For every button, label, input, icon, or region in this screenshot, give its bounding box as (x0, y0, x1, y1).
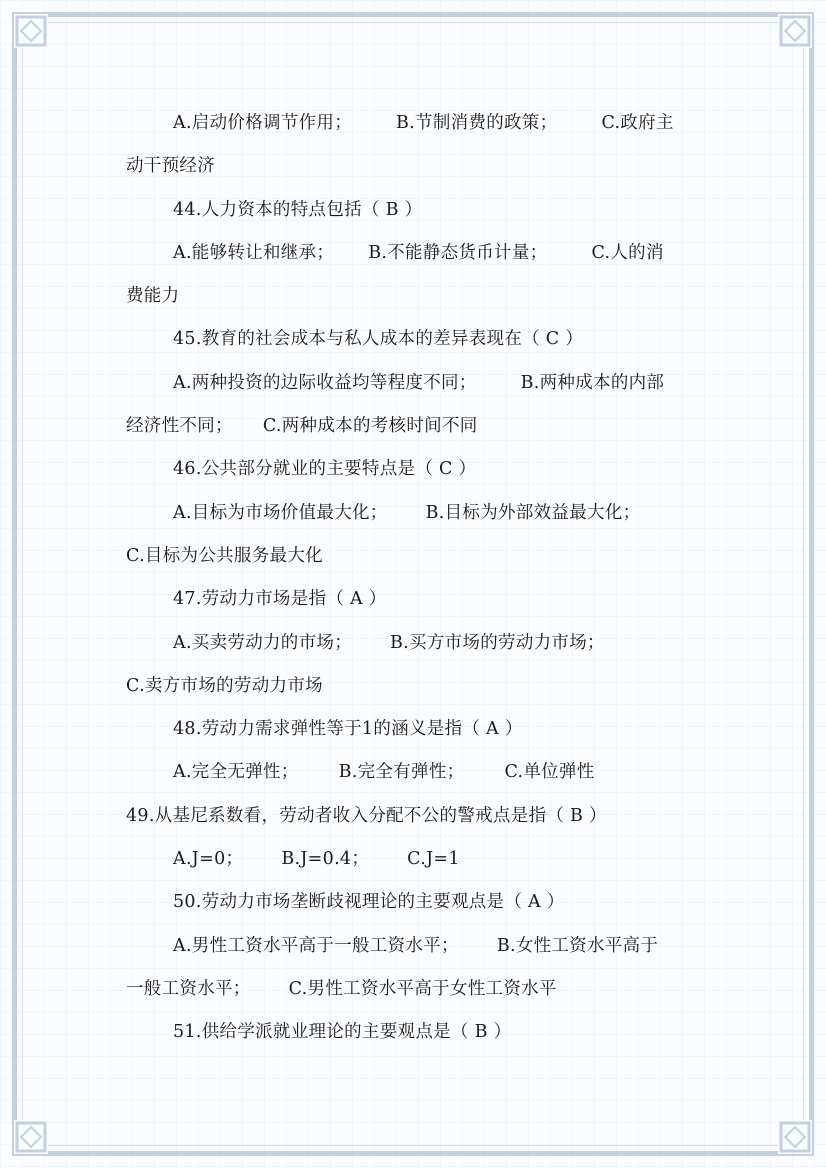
corner-ornament-icon (778, 1120, 812, 1154)
text-segment: 经济性不同； (126, 416, 233, 437)
text-segment: B.节制消费的政策； (396, 113, 558, 133)
text-segment: C.单位弹性 (504, 762, 595, 783)
text-segment: A.两种投资的边际收益均等程度不同； (173, 372, 477, 393)
text-segment: 50.劳动力市场垄断歧视理论的主要观点是（ A ） (173, 892, 565, 913)
text-line (126, 622, 706, 665)
text-segment: C.男性工资水平高于女性工资水平 (288, 978, 557, 999)
text-line (126, 492, 706, 535)
text-segment: B.两种成本的内部 (520, 372, 665, 393)
document-body (126, 102, 706, 1055)
text-segment: C.卖方市场的劳动力市场 (126, 675, 323, 696)
text-line (126, 405, 706, 448)
corner-ornament-icon (778, 14, 812, 48)
text-line (126, 189, 706, 232)
corner-ornament-icon (14, 1120, 48, 1154)
text-segment: 51.供给学派就业理论的主要观点是（ B ） (173, 1022, 512, 1043)
text-segment: A.启动价格调节作用； (173, 113, 352, 133)
text-segment: 45.教育的社会成本与私人成本的差异表现在（ C ） (173, 329, 584, 350)
text-line (126, 102, 706, 145)
text-line (126, 448, 706, 491)
text-segment: C.J=1 (407, 849, 460, 870)
text-segment: 动干预经济 (126, 156, 215, 177)
text-line (126, 275, 706, 318)
text-segment: C.政府主 (601, 113, 674, 133)
text-segment: B.女性工资水平高于 (496, 935, 659, 956)
text-segment: C.目标为公共服务最大化 (126, 545, 323, 566)
text-line (126, 968, 706, 1011)
text-segment: 46.公共部分就业的主要特点是（ C ） (173, 459, 477, 480)
text-segment: 44.人力资本的特点包括（ B ） (173, 199, 423, 220)
text-segment: B.完全有弹性； (338, 762, 465, 783)
text-segment: A.完全无弹性； (173, 762, 299, 783)
text-segment: 49.从基尼系数看，劳动者收入分配不公的警戒点是指（ B ） (126, 805, 607, 826)
text-segment: 费能力 (126, 286, 180, 307)
text-segment: 47.劳动力市场是指（ A ） (173, 589, 387, 610)
text-line (126, 1011, 706, 1054)
text-line (126, 925, 706, 968)
text-segment: C.两种成本的考核时间不同 (262, 416, 478, 437)
text-segment: B.不能静态货币计量； (368, 242, 548, 263)
text-line (126, 318, 706, 361)
text-segment: A.买卖劳动力的市场； (173, 632, 352, 653)
text-line (126, 751, 706, 794)
text-line (126, 838, 706, 881)
text-line (126, 795, 706, 838)
text-segment: B.目标为外部效益最大化； (425, 502, 641, 523)
text-segment: A.能够转让和继承； (173, 242, 335, 263)
text-segment: B.J=0.4； (281, 849, 370, 870)
text-line (126, 665, 706, 708)
text-line (126, 881, 706, 924)
text-line (126, 232, 706, 275)
text-segment: 48.劳动力需求弹性等于1的涵义是指（ A ） (173, 719, 523, 740)
text-segment: A.J=0； (173, 849, 244, 870)
text-segment: 一般工资水平； (126, 978, 251, 999)
text-segment: B.买方市场的劳动力市场； (390, 632, 605, 653)
text-line (126, 145, 706, 188)
text-segment: A.男性工资水平高于一般工资水平； (173, 935, 459, 956)
text-segment: A.目标为市场价值最大化； (173, 502, 388, 523)
text-segment: C.人的消 (591, 242, 664, 263)
text-line (126, 535, 706, 578)
text-line (126, 578, 706, 621)
text-line (126, 362, 706, 405)
text-line (126, 708, 706, 751)
corner-ornament-icon (14, 14, 48, 48)
